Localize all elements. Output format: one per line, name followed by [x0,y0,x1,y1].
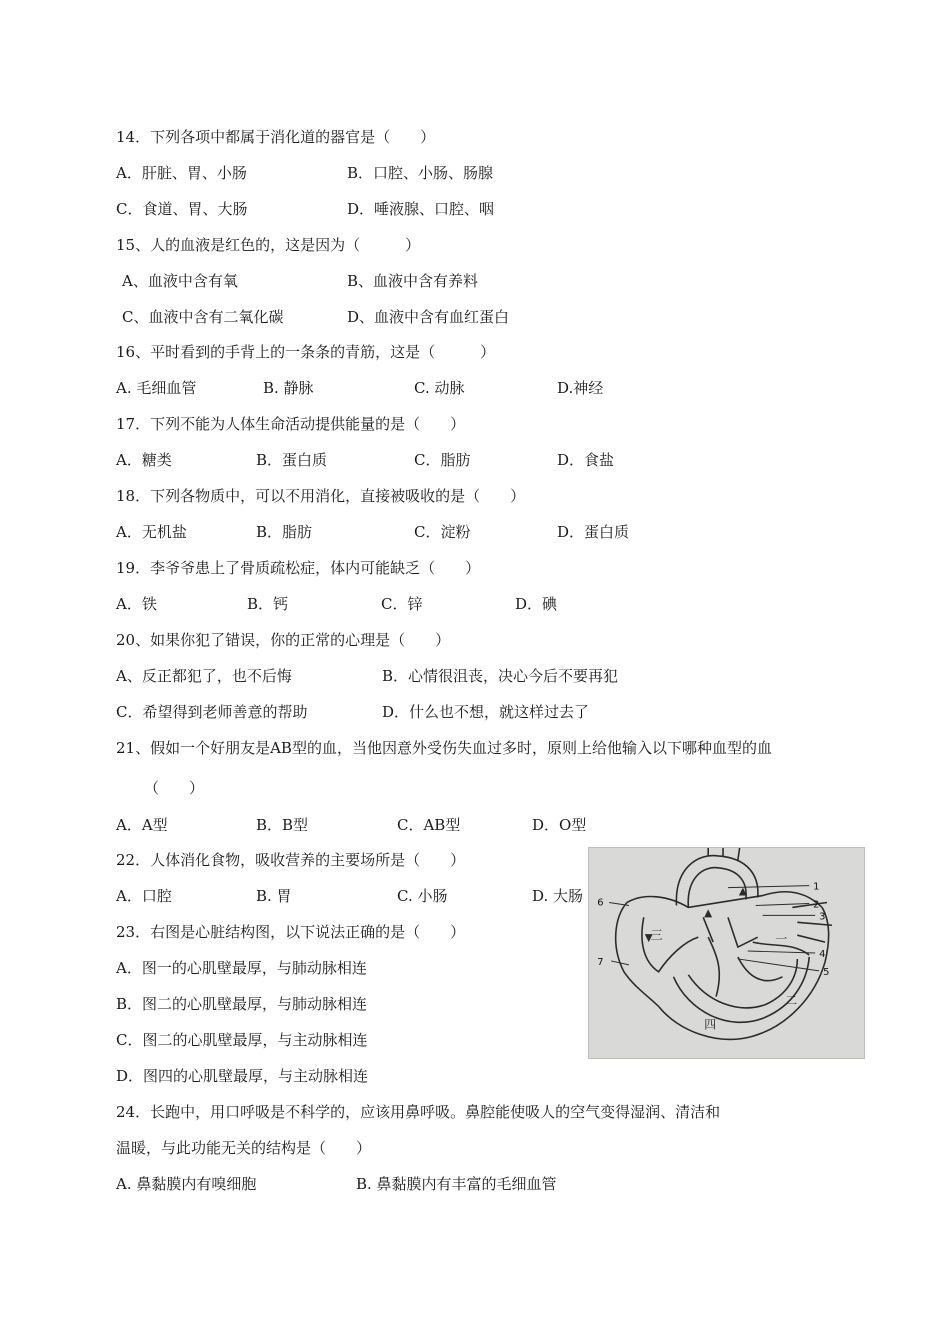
answer-blank: （ ） [144,779,205,797]
options-row [0,813,950,837]
option-d: D．碘 [515,595,558,613]
option-d: D.神经 [557,379,604,397]
option-a: A．图一的心肌壁最厚，与肺动脉相连 [116,959,367,977]
option-d: D．O型 [532,816,587,834]
question-stem: 15、人的血液是红色的，这是因为（ ） [116,236,421,254]
question-stem-continuation [0,776,950,800]
chamber-two: 二 [785,993,798,1008]
label-6: 6 [597,897,604,909]
leader-lines [609,886,819,971]
question-21 [0,736,950,760]
question-stem: 14．下列各项中都属于消化道的器官是（ ） [116,128,436,146]
option-c: C、血液中含有二氧化碳 [122,308,284,326]
option-a: A．A型 [116,816,168,834]
options-row [0,448,950,472]
option-d: D. 大肠 [532,887,584,905]
label-7: 7 [597,956,604,968]
option-d: D．图四的心肌壁最厚，与主动脉相连 [116,1067,369,1085]
option-b: B. 胃 [256,887,292,905]
option-c: C．锌 [381,595,423,613]
question-stem: 21、假如一个好朋友是AB型的血，当他因意外受伤失血过多时，原则上给他输入以下哪种血型的血 [116,739,772,757]
heart-outline [616,848,832,1039]
options-row [0,376,950,400]
question-stem: 17．下列不能为人体生命活动提供能量的是（ ） [116,415,466,433]
option-b: B．B型 [256,816,309,834]
options-row [0,700,950,724]
question-20 [0,628,950,652]
option-b: B．蛋白质 [256,451,328,469]
question-24 [0,1100,950,1124]
option-b: B．脂肪 [256,523,313,541]
option-c: C．淀粉 [414,523,471,541]
question-stem: 18．下列各物质中，可以不用消化，直接被吸收的是（ ） [116,487,526,505]
option-c: C．脂肪 [414,451,471,469]
option-a: A、血液中含有氧 [122,272,238,290]
question-stem-continuation [0,1136,950,1160]
option-d: D．什么也不想，就这样过去了 [382,703,590,721]
option-c: C．图二的心肌壁最厚，与主动脉相连 [116,1031,368,1049]
option-c: C. 动脉 [414,379,465,397]
question-14 [0,125,950,149]
heart-diagram [589,848,864,1058]
question-stem: 24．长跑中，用口呼吸是不科学的，应该用鼻呼吸。鼻腔能使吸人的空气变得湿润、清洁和 [116,1103,721,1121]
option-a: A、反正都犯了，也不后悔 [116,667,292,685]
option-b: B. 鼻黏膜内有丰富的毛细血管 [356,1175,557,1193]
option-c: C．希望得到老师善意的帮助 [116,703,308,721]
option-b: B．心情很沮丧，决心今后不要再犯 [382,667,619,685]
question-16 [0,340,950,364]
option-c: C．食道、胃、大肠 [116,200,248,218]
chamber-four: 四 [704,1017,717,1032]
heart-diagram-figure [588,847,865,1059]
options-row [0,1172,950,1196]
question-15 [0,233,950,257]
option-a: A. 毛细血管 [116,379,197,397]
options-row [0,161,950,185]
options-row [0,197,950,221]
label-4: 4 [819,948,826,960]
option-c: C．AB型 [397,816,461,834]
option-d: D．食盐 [557,451,615,469]
options-row [0,269,950,293]
label-3: 3 [819,911,826,923]
options-row [0,664,950,688]
label-2: 2 [813,899,820,911]
label-1: 1 [813,881,820,893]
option-b: B．口腔、小肠、肠腺 [347,164,494,182]
question-stem: 23．右图是心脏结构图，以下说法正确的是（ ） [116,923,466,941]
option-a: A．无机盐 [116,523,187,541]
option-b: B. 静脉 [263,379,314,397]
option-b: B．钙 [247,595,289,613]
option-row [0,1064,950,1088]
question-stem: 20、如果你犯了错误，你的正常的心理是（ ） [116,631,451,649]
options-row [0,305,950,329]
question-stem-cont: 温暖，与此功能无关的结构是（ ） [116,1139,372,1157]
option-a: A．口腔 [116,887,172,905]
option-d: D．蛋白质 [557,523,630,541]
option-a: A．铁 [116,595,157,613]
question-stem: 16、平时看到的手背上的一条条的青筋，这是（ ） [116,343,496,361]
option-b: B、血液中含有养料 [347,272,479,290]
chamber-one: 一 [775,932,788,947]
options-row [0,592,950,616]
option-a: A．肝脏、胃、小肠 [116,164,247,182]
option-c: C. 小肠 [397,887,448,905]
option-d: D、血液中含有血红蛋白 [347,308,510,326]
option-a: A．糖类 [116,451,172,469]
question-stem: 22．人体消化食物，吸收营养的主要场所是（ ） [116,851,466,869]
question-17 [0,412,950,436]
option-b: B．图二的心肌壁最厚，与肺动脉相连 [116,995,368,1013]
chamber-three: 三 [650,928,663,943]
option-a: A. 鼻黏膜内有嗅细胞 [116,1175,257,1193]
options-row [0,520,950,544]
label-5: 5 [823,966,830,978]
question-19 [0,556,950,580]
question-stem: 19．李爷爷患上了骨质疏松症，体内可能缺乏（ ） [116,559,481,577]
question-18 [0,484,950,508]
option-d: D．唾液腺、口腔、咽 [347,200,495,218]
